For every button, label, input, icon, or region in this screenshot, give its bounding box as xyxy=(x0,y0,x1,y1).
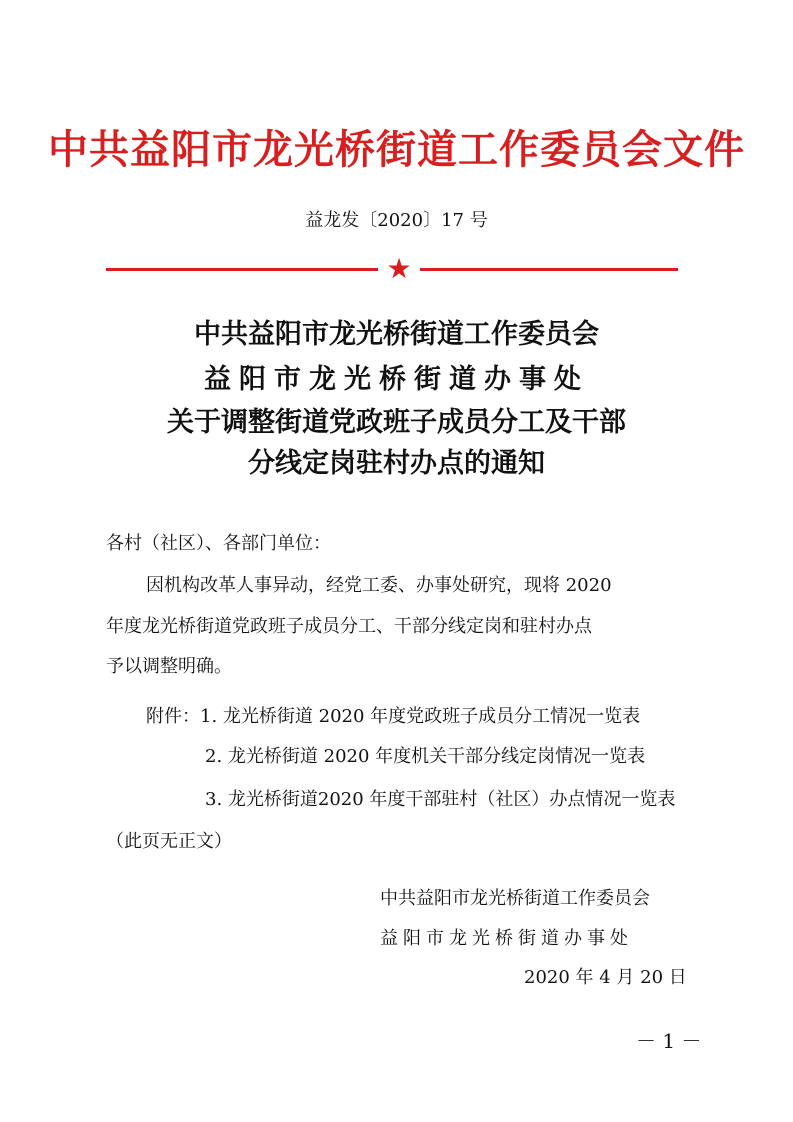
signature-org-2: 益阳市龙光桥街道办事处 xyxy=(380,928,633,949)
notice-title-line-1: 中共益阳市龙光桥街道工作委员会 xyxy=(194,319,599,350)
notice-title-line-2: 益阳市龙光桥街道办事处 xyxy=(204,364,589,395)
document-number: 益龙发〔2020〕17 号 xyxy=(305,210,488,231)
no-body-note: （此页无正文） xyxy=(106,831,232,852)
attachment-item-1: 附件：1. 龙光桥街道 2020 年度党政班子成员分工情况一览表 xyxy=(146,706,641,727)
signature-org-1: 中共益阳市龙光桥街道工作委员会 xyxy=(380,888,650,909)
document-header-title: 中共益阳市龙光桥街道工作委员会文件 xyxy=(48,126,745,173)
header-divider-left xyxy=(106,268,378,271)
addressee: 各村（社区）、各部门单位： xyxy=(106,533,331,554)
attachment-item-3: 3. 龙光桥街道2020 年度干部驻村（社区）办点情况一览表 xyxy=(205,789,676,810)
body-paragraph-line-1: 因机构改革人事异动，经党工委、办事处研究，现将 2020 xyxy=(146,575,612,596)
star-icon: ★ xyxy=(386,252,412,285)
page-number: － 1 － xyxy=(636,1029,702,1053)
notice-title-line-3: 关于调整街道党政班子成员分工及干部 xyxy=(167,407,626,438)
signature-date: 2020 年 4 月 20 日 xyxy=(524,967,687,988)
notice-title-line-4: 分线定岗驻村办点的通知 xyxy=(248,448,545,479)
attachment-item-2: 2. 龙光桥街道 2020 年度机关干部分线定岗情况一览表 xyxy=(205,746,646,767)
body-paragraph-line-3: 予以调整明确。 xyxy=(106,656,232,677)
header-divider-right xyxy=(420,268,678,271)
body-paragraph-line-2: 年度龙光桥街道党政班子成员分工、干部分线定岗和驻村办点 xyxy=(106,616,592,637)
